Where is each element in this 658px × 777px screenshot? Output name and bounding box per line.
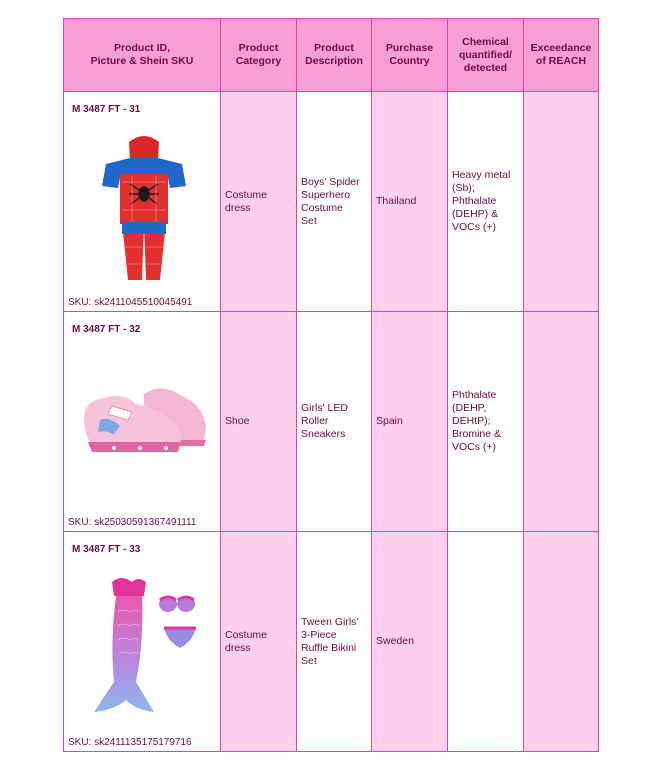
description-cell: Girls' LED Roller Sneakers xyxy=(297,312,372,532)
table-row xyxy=(64,312,599,532)
table-row xyxy=(64,532,599,752)
reach-cell xyxy=(524,532,599,752)
chemical-cell: Heavy metal (Sb); Phthalate (DEHP) & VOCs (+) xyxy=(448,92,524,312)
product-id: M 3487 FT - 32 xyxy=(72,324,141,335)
category-cell: Costume dress xyxy=(221,92,297,312)
header-chemical: Chemical quantified/ detected xyxy=(448,19,524,92)
products-table xyxy=(63,18,599,752)
header-country: Purchase Country xyxy=(372,19,448,92)
category-cell: Shoe xyxy=(221,312,297,532)
chemical-cell: Phthalate (DEHP, DEHtP); Bromine & VOCs (+) xyxy=(448,312,524,532)
table-row xyxy=(64,92,599,312)
description-cell: Tween Girls' 3-Piece Ruffle Bikini Set xyxy=(297,532,372,752)
country-cell: Spain xyxy=(372,312,448,532)
sku-text: SKU: sk2411135175179716 xyxy=(68,737,192,748)
product-cell xyxy=(64,92,221,312)
sku-text: SKU: sk25030591367491111 xyxy=(68,517,197,528)
header-reach: Exceedance of REACH xyxy=(524,19,599,92)
description-cell: Boys' Spider Superhero Costume Set xyxy=(297,92,372,312)
country-cell: Sweden xyxy=(372,532,448,752)
led-roller-sneakers-image xyxy=(74,342,214,512)
reach-cell xyxy=(524,92,599,312)
spider-superhero-costume-image xyxy=(74,122,214,292)
category-cell: Costume dress xyxy=(221,532,297,752)
reach-cell xyxy=(524,312,599,532)
header-row xyxy=(64,19,599,92)
chemical-cell xyxy=(448,532,524,752)
product-id: M 3487 FT - 31 xyxy=(72,104,141,115)
sku-text: SKU: sk2411045510045491 xyxy=(68,297,193,308)
country-cell: Thailand xyxy=(372,92,448,312)
header-description: Product Description xyxy=(297,19,372,92)
product-cell xyxy=(64,532,221,752)
header-category: Product Category xyxy=(221,19,297,92)
product-cell xyxy=(64,312,221,532)
product-id: M 3487 FT - 33 xyxy=(72,544,141,555)
mermaid-bikini-set-image xyxy=(74,562,214,732)
header-product-id: Product ID, Picture & Shein SKU xyxy=(64,19,221,92)
